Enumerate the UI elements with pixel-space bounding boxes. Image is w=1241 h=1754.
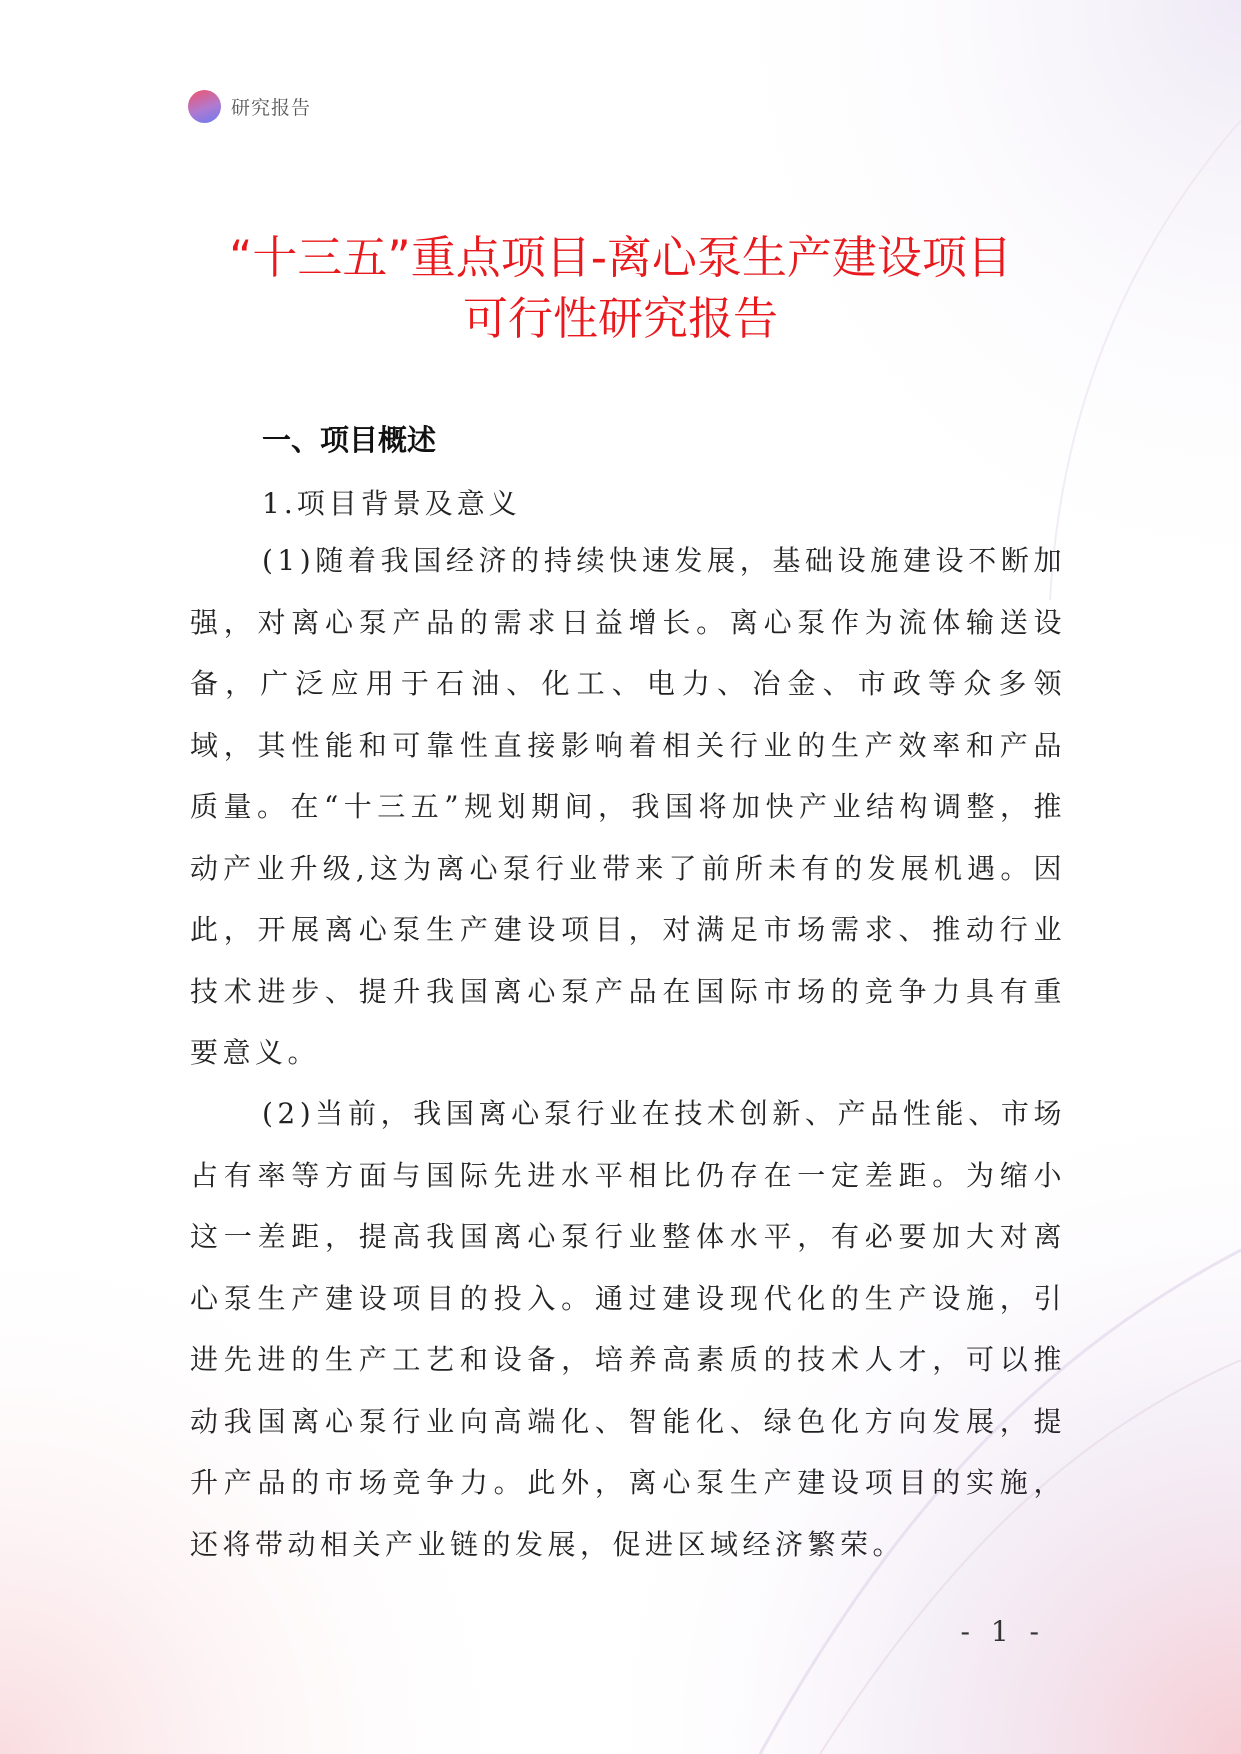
paragraph-2: (2)当前，我国离心泵行业在技术创新、产品性能、市场占有率等方面与国际先进水平相比仍存在一定差距。为缩小这一差距，提高我国离心泵行业整体水平，有必要加大对离心泵生产建设项目的投入。通过建设现代化的生产设施，引进先进的生产工艺和设备，培养高素质的技术人才，可以推动我国离心泵行业向高端化、智能化、绿色化方向发展，提升产品的市场竞争力。此外，离心泵生产建设项目的实施，还将带动相关产业链的发展，促进区域经济繁荣。 bbox=[190, 1097, 1066, 1561]
page-number: - 1 - bbox=[960, 1615, 1045, 1648]
section-heading: 一、项目概述 bbox=[262, 423, 437, 457]
sub-heading: 1.项目背景及意义 bbox=[262, 487, 521, 520]
report-header bbox=[188, 88, 311, 124]
document-title-line-2: 可行性研究报告 bbox=[462, 292, 778, 345]
header-label: 研究报告 bbox=[231, 96, 312, 119]
document-title-line-1: “十三五”重点项目-离心泵生产建设项目 bbox=[229, 231, 1012, 284]
paragraph-1: (1)随着我国经济的持续快速发展，基础设施建设不断加强，对离心泵产品的需求日益增长。离心泵作为流体输送设备，广泛应用于石油、化工、电力、冶金、市政等众多领域，其性能和可靠性直接影响着相关行业的生产效率和产品质量。在“十三五”规划期间，我国将加快产业结构调整，推动产业升级,这为离心泵行业带来了前所未有的发展机遇。因此，开展离心泵生产建设项目，对满足市场需求、推动行业技术进步、提升我国离心泵产品在国际市场的竞争力具有重要意义。 bbox=[190, 544, 1066, 1069]
logo-icon bbox=[188, 90, 221, 123]
